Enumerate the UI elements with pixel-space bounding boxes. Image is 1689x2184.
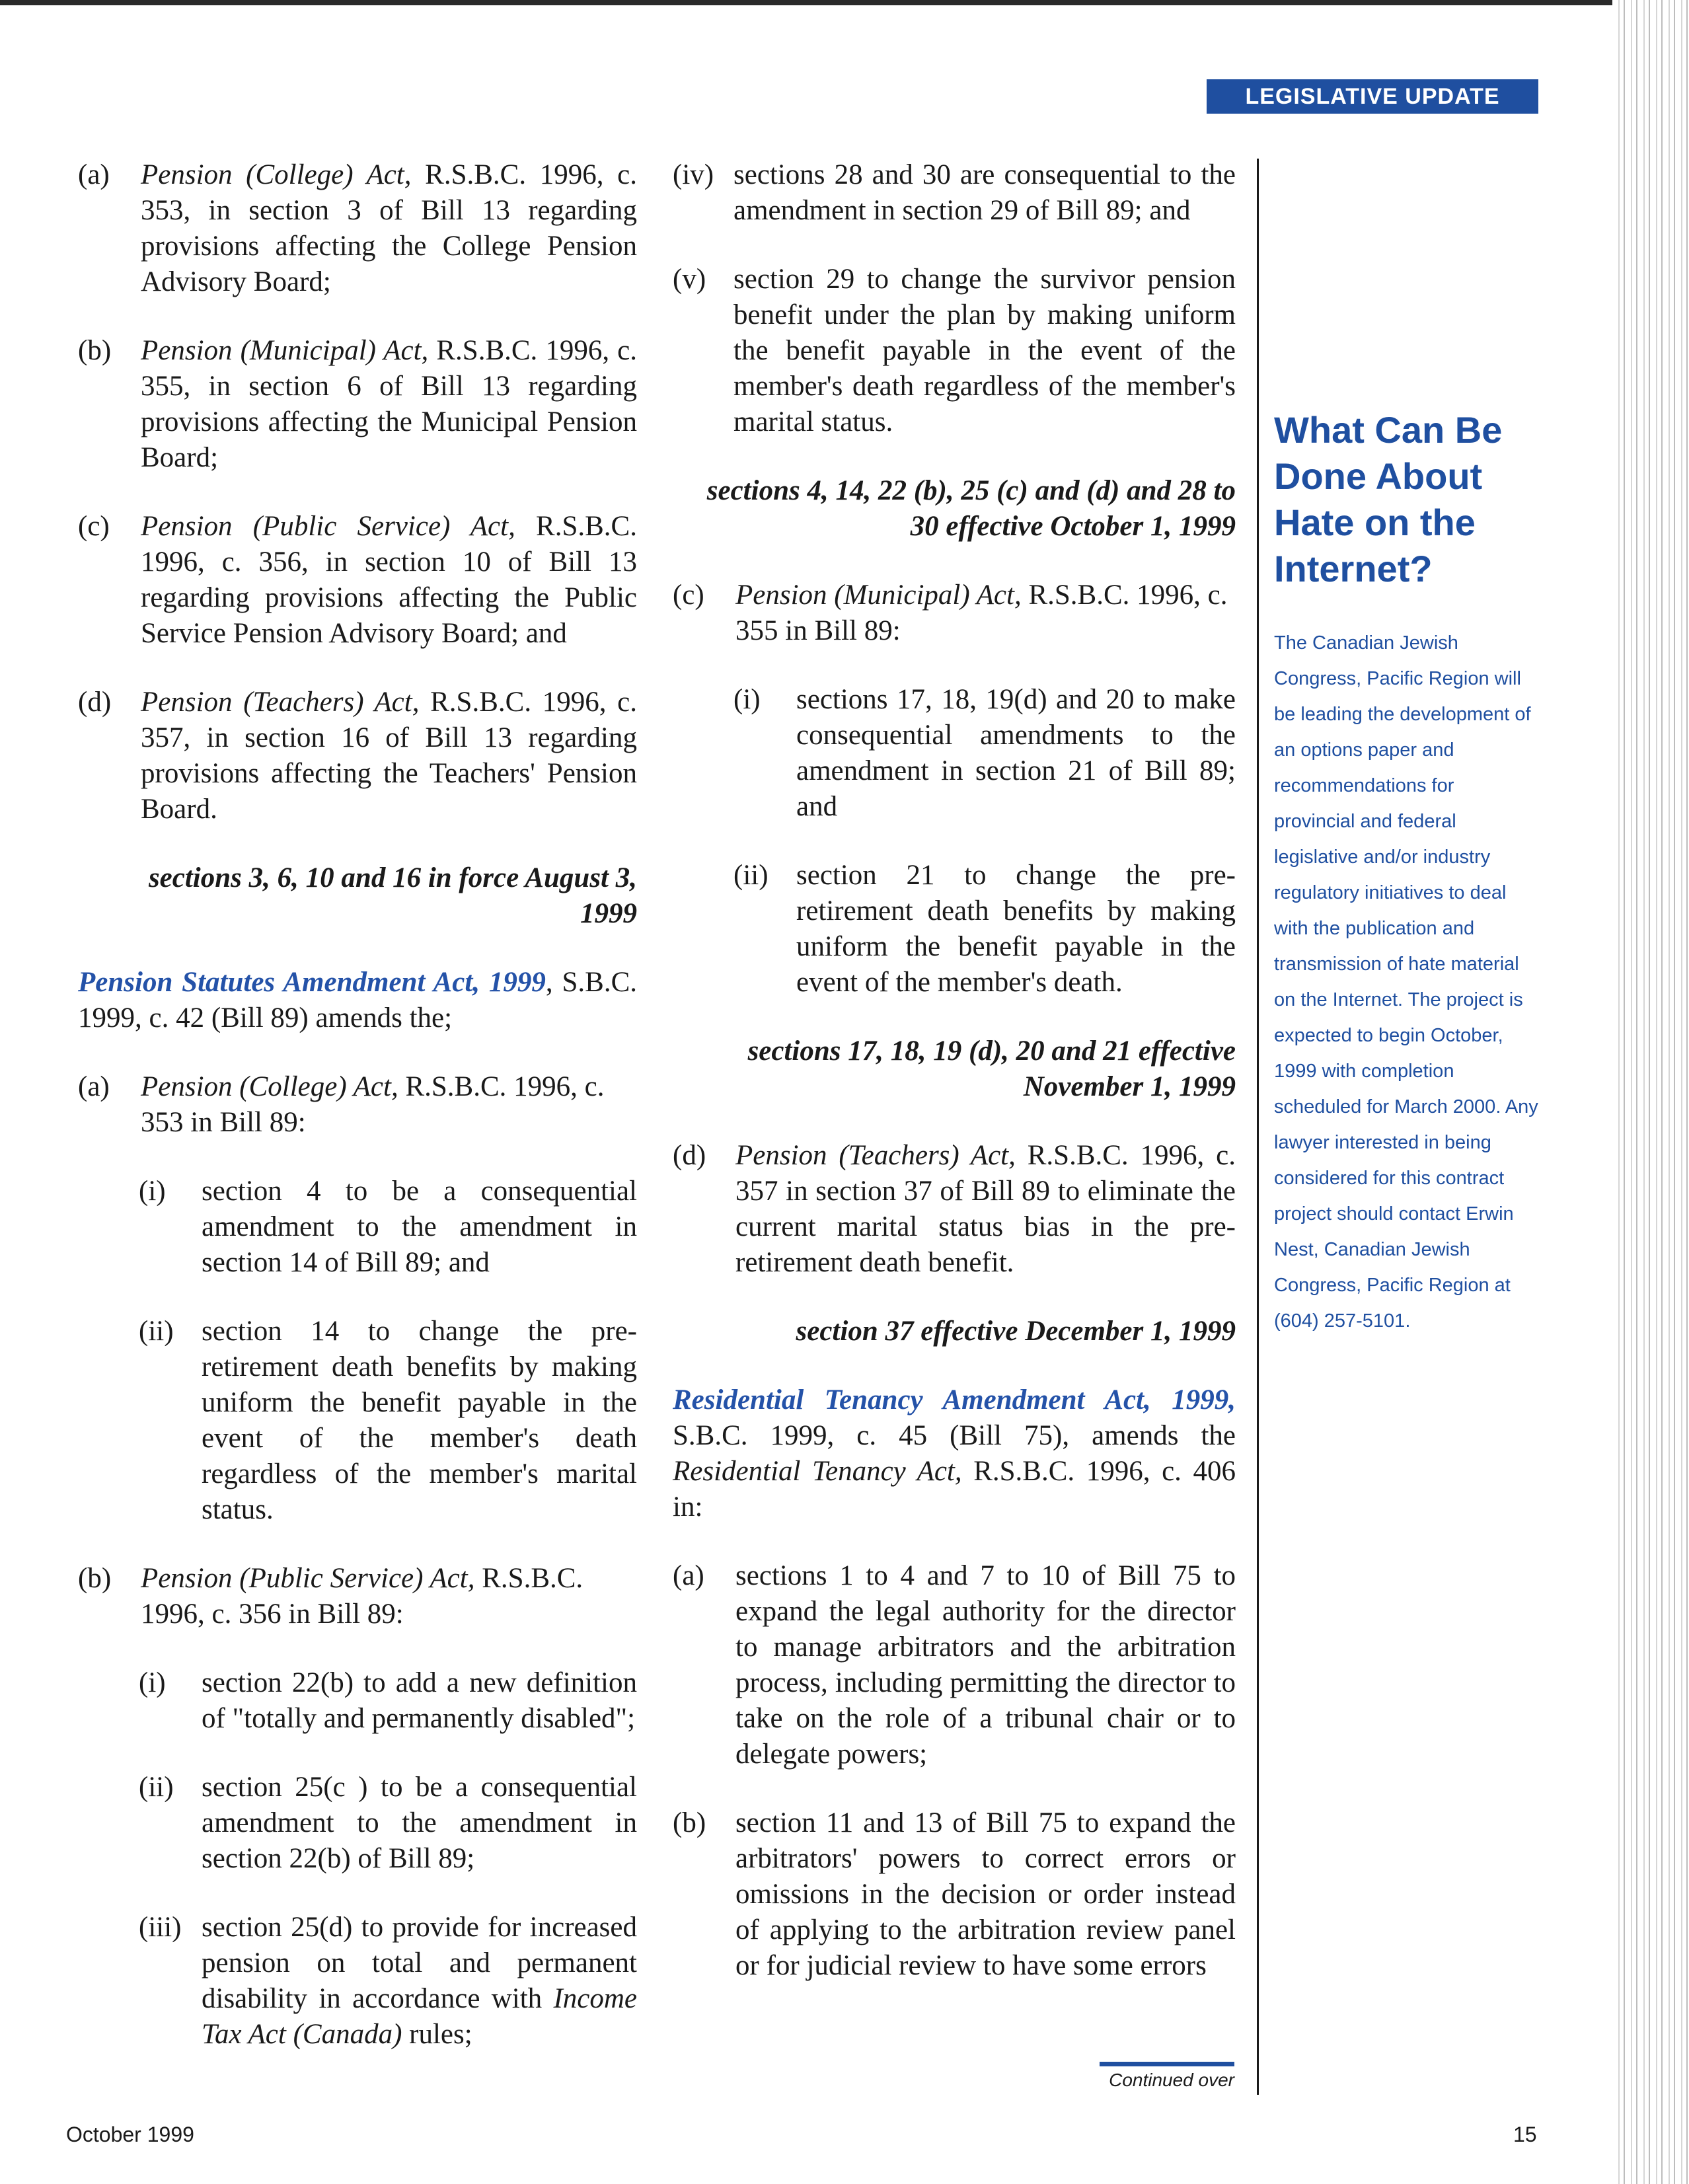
sub-item-text: section 25(c ) to be a consequential amendment to the amendment in section 22(b) of Bill 89; — [202, 1772, 637, 1874]
act-name: Pension (Municipal) Act, — [141, 335, 429, 366]
item-number: (a) — [673, 1560, 704, 1591]
footer-date: October 1999 — [66, 2123, 194, 2146]
sub-item-number: (i) — [139, 1667, 166, 1698]
item-number: (a) — [78, 1071, 110, 1102]
sub-item-text: section 21 to change the pre-retirement death benefits by making uniform the benefit payable in the event of the member's death. — [796, 860, 1236, 998]
list-item — [78, 1069, 637, 1141]
item-text: R.S.B.C. 1996, c. 357 in section 37 of Bill 89 to eliminate the current marital status bias in the pre-retirement death benefit. — [735, 1140, 1236, 1278]
section-header-label: LEGISLATIVE UPDATE — [1207, 79, 1538, 114]
effective-date-note: sections 17, 18, 19 (d), 20 and 21 effective November 1, 1999 — [747, 1036, 1236, 1102]
item-text: section 11 and 13 of Bill 75 to expand the arbitrators' powers to correct errors or omissions in the decision or order instead of applying to the arbitration review panel or for judicial review to have some errors — [735, 1807, 1236, 1981]
top-rule — [0, 0, 1612, 5]
sub-list-item — [78, 1910, 637, 2052]
sub-list-item — [673, 682, 1236, 825]
item-text: R.S.B.C. 1996, c. 357, in section 16 of Bill 13 regarding provisions affecting the Teachers' Pension Board. — [141, 687, 637, 825]
act-title: Pension Statutes Amendment Act, 1999 — [78, 967, 546, 998]
item-text: R.S.B.C. 1996, c. 355 in Bill 89: — [735, 580, 1228, 646]
act-description: S.B.C. 1999, c. 45 (Bill 75), amends the — [673, 1420, 1236, 1451]
act-heading — [78, 965, 637, 1036]
sub-list-item — [673, 157, 1236, 229]
sub-item-number: (ii) — [733, 860, 769, 891]
list-item — [673, 1558, 1236, 1772]
sub-item-number: (i) — [733, 684, 761, 715]
act-name: Pension (College) Act, — [141, 1071, 398, 1102]
item-text: R.S.B.C. 1996, c. 353, in section 3 of Bill 13 regarding provisions affecting the College Pension Advisory Board; — [141, 159, 638, 297]
page-binding-edge — [1612, 0, 1689, 2184]
item-text: R.S.B.C. 1996, c. 356, in section 10 of Bill 13 regarding provisions affecting the Public Service Pension Advisory Board; and — [141, 511, 637, 649]
list-item — [78, 1561, 637, 1632]
middle-column — [673, 157, 1236, 2017]
list-item — [78, 333, 637, 476]
act-description-end: R.S.B.C. 1996, c. 406 in: — [673, 1456, 1236, 1523]
left-column — [78, 157, 637, 2086]
sub-item-number: (ii) — [139, 1316, 174, 1347]
sub-list-item — [78, 1770, 637, 1877]
item-number: (d) — [78, 687, 112, 718]
sub-item-number: (v) — [673, 264, 706, 295]
sub-list-item — [78, 1174, 637, 1281]
sub-item-text: sections 17, 18, 19(d) and 20 to make consequential amendments to the amendment in section 21 of Bill 89; and — [796, 684, 1236, 822]
item-number: (d) — [673, 1140, 706, 1171]
sub-item-text: section 14 to change the pre-retirement death benefits by making uniform the benefit payable in the event of the member's death regardless of the member's marital status. — [202, 1316, 637, 1525]
act-name: Income Tax Act (Canada) — [202, 1983, 637, 2050]
item-text: R.S.B.C. 1996, c. 353 in Bill 89: — [141, 1071, 605, 1138]
continued-over-label: Continued over — [1109, 2070, 1234, 2090]
sub-item-number: (i) — [139, 1176, 166, 1207]
act-title: Residential Tenancy Amendment Act, 1999, — [673, 1384, 1236, 1415]
sidebar-title: What Can Be Done About Hate on the Internet? — [1274, 409, 1503, 589]
page-number: 15 — [1513, 2123, 1537, 2146]
sidebar-body: The Canadian Jewish Congress, Pacific Region will be leading the development of an options paper and recommendations for provincial and federal legislative and/or industry regulatory initiatives to deal with the publication and transmission of hate material on the Internet. The project is expected to begin October, 1999 with completion scheduled for March 2000. Any lawyer interested in being considered for this contract project should contact Erwin Nest, Canadian Jewish Congress, Pacific Region at (604) 257-5101. — [1274, 632, 1538, 1332]
item-number: (c) — [673, 580, 704, 611]
act-name: Pension (Municipal) Act, — [735, 580, 1022, 611]
column-divider — [1257, 159, 1259, 2095]
act-name: Residential Tenancy Act, — [673, 1456, 962, 1487]
effective-date-note: section 37 effective December 1, 1999 — [796, 1316, 1236, 1347]
list-item — [673, 578, 1236, 649]
list-item — [78, 157, 637, 300]
sub-item-text: section 22(b) to add a new definition of "totally and permanently disabled"; — [202, 1667, 637, 1734]
item-number: (c) — [78, 511, 110, 542]
sub-list-item — [78, 1314, 637, 1528]
act-name: Pension (Teachers) Act, — [735, 1140, 1016, 1171]
sub-item-text-end: rules; — [402, 2019, 472, 2050]
act-name: Pension (College) Act, — [141, 159, 412, 190]
sub-item-number: (iv) — [673, 159, 714, 190]
list-item — [673, 1805, 1236, 1984]
item-number: (a) — [78, 159, 110, 190]
sidebar-box — [1274, 407, 1538, 1339]
act-name: Pension (Teachers) Act, — [141, 687, 420, 718]
list-item — [78, 685, 637, 827]
sub-list-item — [673, 858, 1236, 1000]
continued-rule — [1100, 2062, 1234, 2066]
act-description: , S.B.C. 1999, c. 42 (Bill 89) amends the; — [78, 967, 637, 1034]
list-item — [78, 509, 637, 652]
list-item — [673, 1138, 1236, 1281]
sub-item-text: sections 28 and 30 are consequential to the amendment in section 29 of Bill 89; and — [733, 159, 1236, 226]
effective-date-note: sections 4, 14, 22 (b), 25 (c) and (d) and 28 to 30 effective October 1, 1999 — [706, 475, 1236, 542]
item-text: sections 1 to 4 and 7 to 10 of Bill 75 to expand the legal authority for the director to manage arbitrators and the arbitration process, including permitting the director to take on the role of a tribunal chair or to delegate powers; — [735, 1560, 1236, 1770]
act-heading — [673, 1382, 1236, 1525]
sub-item-text: section 4 to be a consequential amendment to the amendment in section 14 of Bill 89; and — [202, 1176, 637, 1278]
item-number: (b) — [78, 335, 112, 366]
sub-item-number: (iii) — [139, 1912, 182, 1943]
sub-item-text: section 25(d) to provide for increased pension on total and permanent disability in accordance with — [202, 1912, 637, 2014]
item-number: (b) — [78, 1563, 112, 1594]
item-text: R.S.B.C. 1996, c. 355, in section 6 of Bill 13 regarding provisions affecting the Municipal Pension Board; — [141, 335, 637, 473]
item-text: R.S.B.C. 1996, c. 356 in Bill 89: — [141, 1563, 583, 1630]
effective-date-note: sections 3, 6, 10 and 16 in force August 3, 1999 — [148, 862, 637, 929]
item-number: (b) — [673, 1807, 706, 1838]
act-name: Pension (Public Service) Act, — [141, 511, 515, 542]
sub-list-item — [673, 262, 1236, 440]
act-name: Pension (Public Service) Act, — [141, 1563, 475, 1594]
sub-item-number: (ii) — [139, 1772, 174, 1803]
sub-item-text: section 29 to change the survivor pension benefit under the plan by making uniform the benefit payable in the event of the member's death regardless of the member's marital status. — [733, 264, 1236, 437]
sub-list-item — [78, 1665, 637, 1737]
